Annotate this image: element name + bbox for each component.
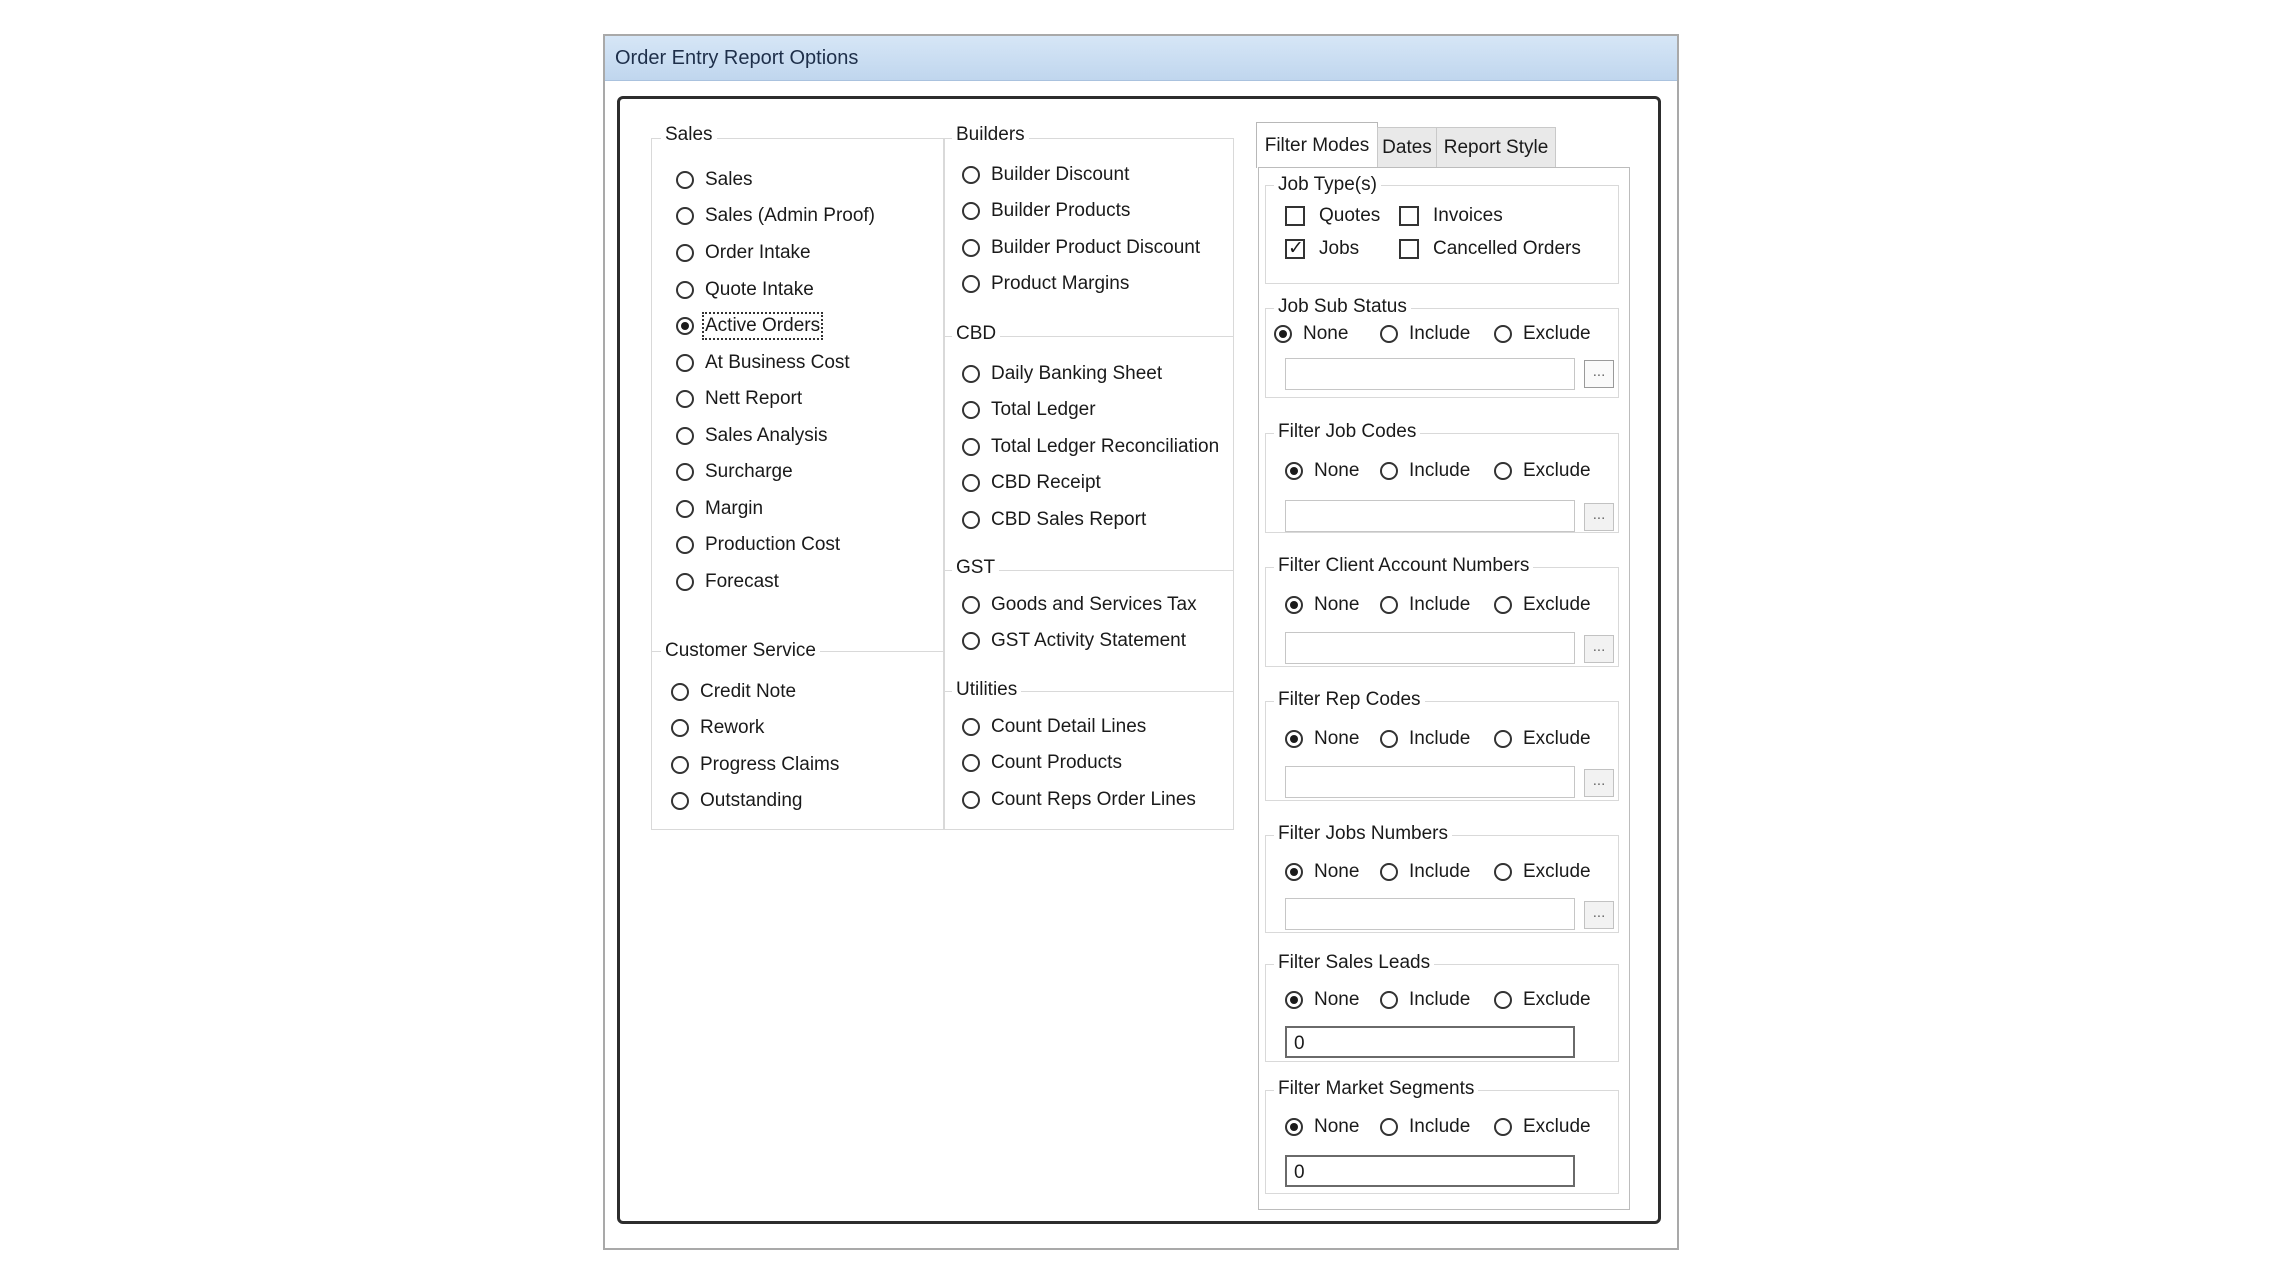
radio-circle-selected[interactable] <box>1285 730 1303 748</box>
market-segments-input[interactable]: 0 <box>1285 1155 1575 1187</box>
radio-label: CBD Sales Report <box>991 509 1147 530</box>
radio-sales-leads-none[interactable] <box>1285 986 1359 1014</box>
radio-circle[interactable] <box>1380 325 1398 343</box>
radio-label: Exclude <box>1523 728 1591 749</box>
radio-circle-selected[interactable] <box>1285 596 1303 614</box>
radio-label: CBD Receipt <box>991 472 1101 493</box>
radio-label: Exclude <box>1523 460 1591 481</box>
radio-circle[interactable] <box>676 171 694 189</box>
radio-label: Count Products <box>991 752 1122 773</box>
radio-rework[interactable] <box>671 714 764 742</box>
radio-label: Include <box>1409 861 1471 882</box>
radio-circle[interactable] <box>962 474 980 492</box>
radio-circle[interactable] <box>676 500 694 518</box>
radio-circle[interactable] <box>676 244 694 262</box>
radio-circle[interactable] <box>1494 991 1512 1009</box>
radio-label: None <box>1314 989 1360 1010</box>
tab-dates[interactable] <box>1377 127 1437 167</box>
radio-job-sub-status-none[interactable] <box>1274 320 1348 348</box>
radio-circle[interactable] <box>676 463 694 481</box>
checkbox-cancelled-orders[interactable] <box>1399 235 1581 263</box>
radio-label: Surcharge <box>705 461 793 482</box>
rep-codes-input[interactable] <box>1285 766 1575 798</box>
radio-goods-and-services-tax[interactable] <box>962 591 1197 619</box>
radio-circle[interactable] <box>1494 730 1512 748</box>
radio-builder-product-discount[interactable] <box>962 234 1200 262</box>
tab-report-style[interactable] <box>1436 127 1556 167</box>
radio-label: None <box>1314 1116 1360 1137</box>
radio-label: Order Intake <box>705 242 811 263</box>
filter-job-codes-label: Filter Job Codes <box>1274 421 1420 443</box>
radio-job-codes-exclude[interactable] <box>1494 457 1591 485</box>
radio-circle[interactable] <box>1380 1118 1398 1136</box>
radio-label: Goods and Services Tax <box>991 594 1197 615</box>
radio-circle[interactable] <box>1494 325 1512 343</box>
radio-label: Builder Product Discount <box>991 237 1201 258</box>
radio-label: Active Orders <box>705 315 821 336</box>
tab-label: Filter Modes <box>1264 134 1370 156</box>
radio-label: Total Ledger <box>991 399 1096 420</box>
radio-label: None <box>1303 323 1349 344</box>
radio-label: Builder Discount <box>991 164 1130 185</box>
radio-label: Total Ledger Reconciliation <box>991 436 1220 457</box>
radio-label: Count Detail Lines <box>991 716 1147 737</box>
radio-circle[interactable] <box>962 202 980 220</box>
radio-label: None <box>1314 460 1360 481</box>
radio-circle[interactable] <box>962 718 980 736</box>
filter-jobs-numbers-label: Filter Jobs Numbers <box>1274 823 1452 845</box>
radio-sales-leads-include[interactable] <box>1380 986 1470 1014</box>
radio-sales-admin-proof[interactable] <box>676 202 875 230</box>
gst-group-label: GST <box>952 557 999 579</box>
radio-job-codes-none[interactable] <box>1285 457 1359 485</box>
checkbox-quotes[interactable] <box>1285 202 1380 230</box>
radio-label: Sales Analysis <box>705 425 828 446</box>
utilities-group-label: Utilities <box>952 679 1021 701</box>
radio-product-margins[interactable] <box>962 270 1129 298</box>
radio-active-orders[interactable] <box>676 312 820 340</box>
radio-circle[interactable] <box>962 275 980 293</box>
radio-count-products[interactable] <box>962 749 1122 777</box>
window-title: Order Entry Report Options <box>615 47 859 69</box>
jobs-numbers-input[interactable] <box>1285 898 1575 930</box>
checkbox-box[interactable] <box>1399 206 1419 226</box>
radio-cbd-sales-report[interactable] <box>962 506 1146 534</box>
radio-circle[interactable] <box>962 511 980 529</box>
job-codes-input[interactable] <box>1285 500 1575 532</box>
radio-circle[interactable] <box>962 754 980 772</box>
radio-market-segments-exclude[interactable] <box>1494 1113 1591 1141</box>
radio-total-ledger-reconciliation[interactable] <box>962 433 1219 461</box>
radio-daily-banking-sheet[interactable] <box>962 360 1162 388</box>
radio-circle[interactable] <box>962 401 980 419</box>
radio-circle[interactable] <box>962 365 980 383</box>
client-account-browse-button[interactable]: ... <box>1584 635 1614 663</box>
radio-circle[interactable] <box>676 207 694 225</box>
tab-label: Dates <box>1382 136 1432 158</box>
radio-jobs-numbers-exclude[interactable] <box>1494 858 1591 886</box>
radio-circle[interactable] <box>962 596 980 614</box>
checkbox-label: Quotes <box>1319 205 1381 226</box>
builders-group-label: Builders <box>952 124 1029 146</box>
checkbox-box[interactable] <box>1285 206 1305 226</box>
radio-label: Include <box>1409 594 1471 615</box>
radio-label: Margin <box>705 498 764 519</box>
checkbox-label: Jobs <box>1319 238 1360 259</box>
checkbox-label: Cancelled Orders <box>1433 238 1581 259</box>
radio-circle-selected[interactable] <box>1285 863 1303 881</box>
radio-circle-selected[interactable] <box>1285 991 1303 1009</box>
radio-label: Outstanding <box>700 790 803 811</box>
radio-label: At Business Cost <box>705 352 850 373</box>
radio-circle[interactable] <box>671 683 689 701</box>
radio-cbd-receipt[interactable] <box>962 469 1101 497</box>
checkbox-box-checked[interactable] <box>1285 239 1305 259</box>
radio-circle[interactable] <box>676 573 694 591</box>
radio-nett-report[interactable] <box>676 385 802 413</box>
checkbox-invoices[interactable] <box>1399 202 1503 230</box>
radio-market-segments-include[interactable] <box>1380 1113 1470 1141</box>
radio-label: Product Margins <box>991 273 1130 294</box>
radio-rep-codes-none[interactable] <box>1285 725 1359 753</box>
radio-label: Include <box>1409 989 1471 1010</box>
tab-filter-modes[interactable] <box>1256 122 1378 168</box>
job-sub-status-label: Job Sub Status <box>1274 296 1411 318</box>
radio-label: Quote Intake <box>705 279 814 300</box>
radio-circle[interactable] <box>1380 462 1398 480</box>
radio-label: Daily Banking Sheet <box>991 363 1163 384</box>
radio-label: Sales (Admin Proof) <box>705 205 876 226</box>
checkbox-label: Invoices <box>1433 205 1503 226</box>
radio-label: Credit Note <box>700 681 797 702</box>
radio-rep-codes-include[interactable] <box>1380 725 1470 753</box>
radio-circle[interactable] <box>671 756 689 774</box>
radio-client-account-include[interactable] <box>1380 591 1470 619</box>
radio-label: Progress Claims <box>700 754 840 775</box>
radio-label: Sales <box>705 169 753 190</box>
radio-at-business-cost[interactable] <box>676 349 850 377</box>
radio-label: GST Activity Statement <box>991 630 1187 651</box>
radio-surcharge[interactable] <box>676 458 793 486</box>
radio-job-sub-status-include[interactable] <box>1380 320 1470 348</box>
radio-order-intake[interactable] <box>676 239 811 267</box>
radio-label: Production Cost <box>705 534 841 555</box>
radio-gst-activity-statement[interactable] <box>962 627 1186 655</box>
filter-rep-codes-label: Filter Rep Codes <box>1274 689 1425 711</box>
radio-label: Exclude <box>1523 1116 1591 1137</box>
radio-label: Exclude <box>1523 989 1591 1010</box>
filter-sales-leads-label: Filter Sales Leads <box>1274 952 1434 974</box>
radio-circle[interactable] <box>676 427 694 445</box>
radio-circle-selected[interactable] <box>676 317 694 335</box>
radio-market-segments-none[interactable] <box>1285 1113 1359 1141</box>
radio-label: Nett Report <box>705 388 803 409</box>
radio-circle-selected[interactable] <box>1285 462 1303 480</box>
radio-builder-products[interactable] <box>962 197 1130 225</box>
radio-circle[interactable] <box>676 281 694 299</box>
radio-circle[interactable] <box>962 632 980 650</box>
radio-circle[interactable] <box>1380 991 1398 1009</box>
radio-circle[interactable] <box>962 166 980 184</box>
radio-circle[interactable] <box>1380 596 1398 614</box>
radio-circle-selected[interactable] <box>1285 1118 1303 1136</box>
job-codes-browse-button[interactable]: ... <box>1584 503 1614 531</box>
radio-builder-discount[interactable] <box>962 161 1129 189</box>
radio-label: Include <box>1409 1116 1471 1137</box>
radio-circle[interactable] <box>676 390 694 408</box>
radio-outstanding[interactable] <box>671 787 802 815</box>
job-sub-status-input[interactable] <box>1285 358 1575 390</box>
radio-production-cost[interactable] <box>676 531 840 559</box>
radio-sales[interactable] <box>676 166 753 194</box>
radio-circle[interactable] <box>676 536 694 554</box>
radio-jobs-numbers-include[interactable] <box>1380 858 1470 886</box>
radio-label: Count Reps Order Lines <box>991 789 1196 810</box>
radio-jobs-numbers-none[interactable] <box>1285 858 1359 886</box>
radio-job-sub-status-exclude[interactable] <box>1494 320 1591 348</box>
radio-circle[interactable] <box>962 239 980 257</box>
job-sub-status-browse-button[interactable]: ... <box>1584 360 1614 388</box>
radio-forecast[interactable] <box>676 568 779 596</box>
radio-circle[interactable] <box>671 719 689 737</box>
radio-count-detail-lines[interactable] <box>962 713 1146 741</box>
radio-label: Include <box>1409 460 1471 481</box>
customer-service-label: Customer Service <box>661 640 820 662</box>
radio-circle[interactable] <box>671 792 689 810</box>
filter-client-account-numbers-label: Filter Client Account Numbers <box>1274 555 1533 577</box>
radio-label: Exclude <box>1523 594 1591 615</box>
radio-job-codes-include[interactable] <box>1380 457 1470 485</box>
radio-quote-intake[interactable] <box>676 276 814 304</box>
radio-total-ledger[interactable] <box>962 396 1096 424</box>
job-types-label: Job Type(s) <box>1274 174 1381 196</box>
sales-group-label: Sales <box>661 124 717 146</box>
radio-label: Builder Products <box>991 200 1131 221</box>
radio-rep-codes-exclude[interactable] <box>1494 725 1591 753</box>
radio-circle[interactable] <box>1380 730 1398 748</box>
radio-credit-note[interactable] <box>671 678 796 706</box>
jobs-numbers-browse-button[interactable]: ... <box>1584 901 1614 929</box>
radio-label: None <box>1314 594 1360 615</box>
filter-market-segments-label: Filter Market Segments <box>1274 1078 1478 1100</box>
radio-count-reps-order-lines[interactable] <box>962 786 1196 814</box>
radio-circle-selected[interactable] <box>1274 325 1292 343</box>
radio-sales-leads-exclude[interactable] <box>1494 986 1591 1014</box>
client-account-input[interactable] <box>1285 632 1575 664</box>
checkbox-jobs[interactable] <box>1285 235 1359 263</box>
radio-circle[interactable] <box>1494 863 1512 881</box>
radio-label: None <box>1314 728 1360 749</box>
radio-circle[interactable] <box>1380 863 1398 881</box>
radio-label: Include <box>1409 323 1471 344</box>
radio-circle[interactable] <box>1494 1118 1512 1136</box>
radio-label: None <box>1314 861 1360 882</box>
title-bar[interactable] <box>605 36 1677 81</box>
radio-label: Exclude <box>1523 861 1591 882</box>
cbd-group-label: CBD <box>952 323 1000 345</box>
radio-margin[interactable] <box>676 495 763 523</box>
rep-codes-browse-button[interactable]: ... <box>1584 769 1614 797</box>
radio-label: Forecast <box>705 571 779 592</box>
radio-progress-claims[interactable] <box>671 751 839 779</box>
radio-label: Rework <box>700 717 765 738</box>
radio-client-account-none[interactable] <box>1285 591 1359 619</box>
radio-client-account-exclude[interactable] <box>1494 591 1591 619</box>
radio-circle[interactable] <box>962 791 980 809</box>
radio-label: Include <box>1409 728 1471 749</box>
tab-label: Report Style <box>1443 136 1549 158</box>
radio-circle[interactable] <box>1494 596 1512 614</box>
radio-circle[interactable] <box>962 438 980 456</box>
radio-circle[interactable] <box>676 354 694 372</box>
radio-sales-analysis[interactable] <box>676 422 828 450</box>
radio-label: Exclude <box>1523 323 1591 344</box>
checkbox-box[interactable] <box>1399 239 1419 259</box>
sales-leads-input[interactable]: 0 <box>1285 1026 1575 1058</box>
radio-circle[interactable] <box>1494 462 1512 480</box>
